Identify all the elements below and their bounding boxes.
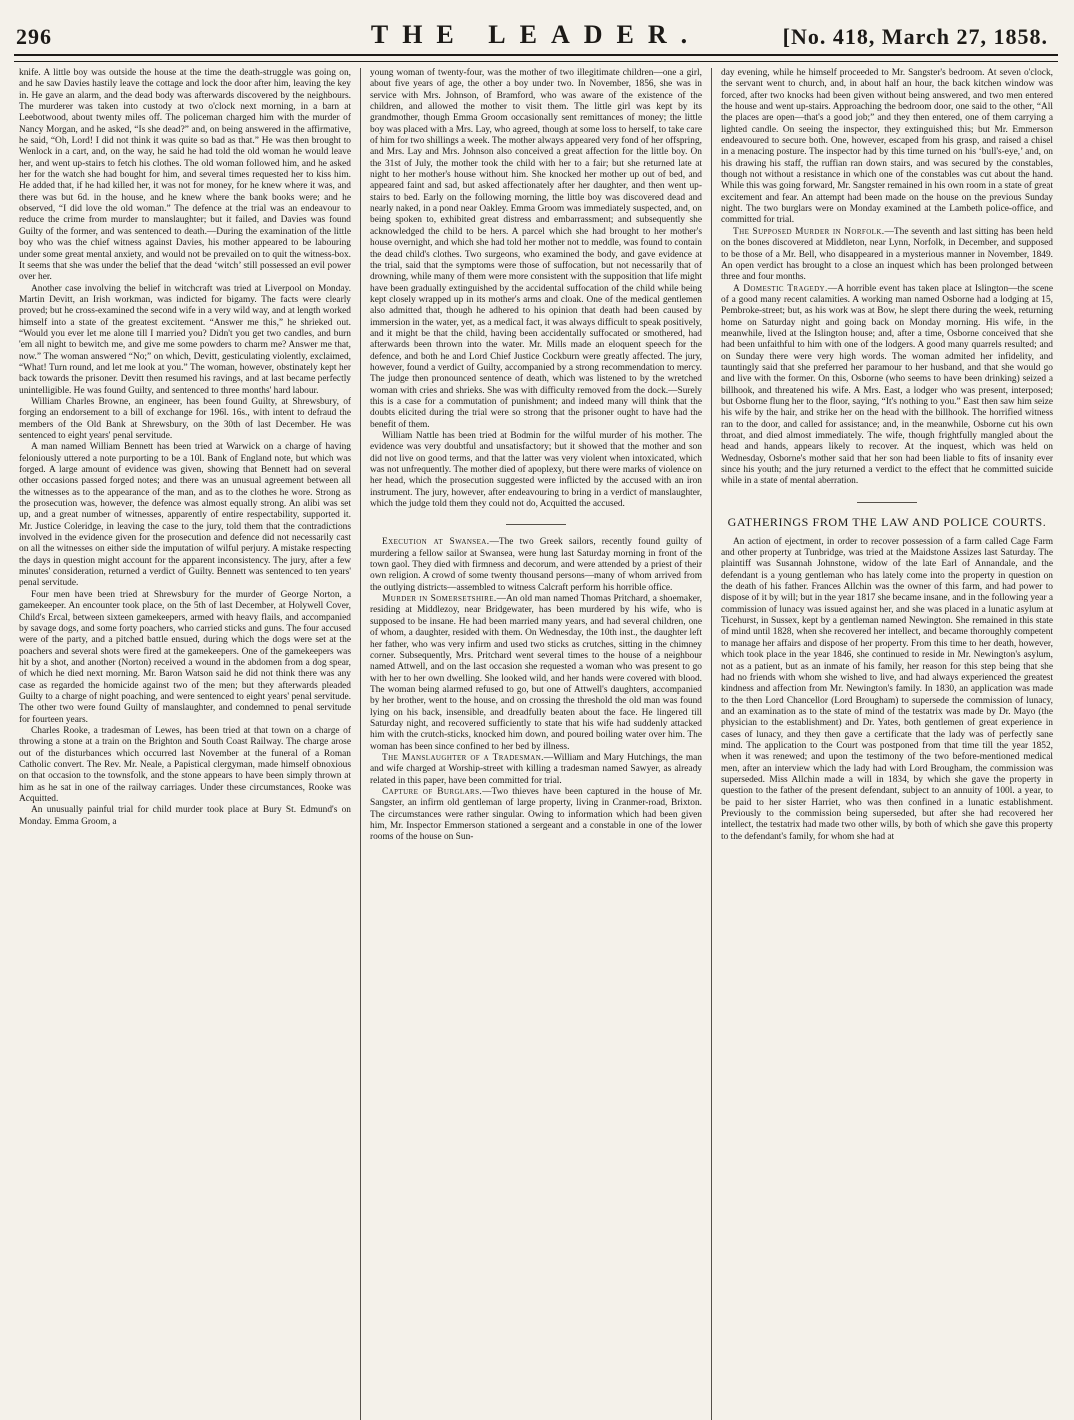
- article-paragraph: An unusually painful trial for child murder took place at Bury St. Edmund's on Monday. Emma Groom, a: [19, 805, 351, 827]
- article-paragraph: knife. A little boy was outside the house at the time the death-struggle was going on, and he saw Davies hastily leave the cottage and lock the door after him, leaving the key in. He gave an alarm, and the dead body was afterwards discovered by the neighbours. The murderer was taken into custody at two o'clock next morning, in a barn at Leebotwood, about twenty miles off. The policeman charged him with the murder of Nancy Morgan, and he asked, “Is she dead?” and, on being answered in the affirmative, he said, “Oh, Lord! I did not think it was quite so bad as that.” He was then brought to Wenlock in a cart, and, on the way, he said he had told the old woman he would leave her, and went up-stairs to fetch his clothes. The old woman followed him, and he asked her for the watch she had bought for him, and several times requested her to kiss him. He added that, if he had killed her, it was not for money, for he knew where it was, and there was but 6d. in the house, and he knew where the bank books were; and he observed, “I did love the old woman.” The defence at the trial was an endeavour to reduce the crime from murder to manslaughter; but it failed, and Davies was found Guilty of the former, and was sentenced to death.—During the examination of the little boy who was the chief witness against Davies, his mother appeared to be labouring under some great mental anxiety, and would not be prevailed on to quit the witness-box. It seems that she was under the belief that the dead ‘witch’ still possessed an evil power over her.: [19, 68, 351, 283]
- article-paragraph: The Manslaughter of a Tradesman.—William and Mary Hutchings, the man and wife charged at Worship-street with killing a tradesman named Sawyer, as already related in this paper, have been committed for trial.: [370, 752, 702, 786]
- article-paragraph: William Charles Browne, an engineer, has been found Guilty, at Shrewsbury, of forging an endorsement to a bill of exchange for 196l. 16s., with intent to defraud the members of the Old Bank at Shrewsbury, on the 30th of last December. He was sentenced to eight years' penal servitude.: [19, 396, 351, 441]
- article-paragraph: The Supposed Murder in Norfolk.—The seventh and last sitting has been held on the bones discovered at Middleton, near Lynn, Norfolk, in December, and supposed to be those of a Mr. Bell, who disappeared in a mysterious manner in November, 1849. An open verdict has brought to a close an inquest which has been prolonged between three and four months.: [721, 226, 1053, 283]
- article-heading: Execution at Swansea.: [382, 537, 490, 548]
- article-paragraph: A man named William Bennett has been tried at Warwick on a charge of having feloniously uttered a note purporting to be a 10l. Bank of England note, but which was forged. A large amount of evidence was given, showing that Bennett had on several other occasions passed forged notes; and there was an unusual agreement between all the witnesses as to the appearance of the man, and as to the clothes he wore. Strong as the prosecution was, however, the defence was almost equally strong. An alibi was set up, and a great number of witnesses, apparently of entire respectability, supported it. Mr. Justice Coleridge, in leaving the case to the jury, told them that the contradictions involved in the evidence given for the prosecution and defence did not necessarily cast on all the witnesses on either side the imputation of wilful perjury. A mistake respecting the days in question might account for the apparent inconsistency. The jury, after a few minutes' consideration, returned a verdict of Guilty. Bennett was sentenced to ten years' penal servitude.: [19, 442, 351, 589]
- article-paragraph: Execution at Swansea.—The two Greek sailors, recently found guilty of murdering a fellow sailor at Swansea, were hung last Saturday morning in front of the town gaol. They died with firmness and decorum, and were attended by a priest of their own religion. A crowd of some twenty thousand persons—many of whom arrived from the outlying districts—assembled to witness Calcraft perform his horrible office.: [370, 537, 702, 593]
- paper-title: THE LEADER.: [370, 20, 702, 49]
- masthead-rule: [14, 54, 1058, 62]
- section-divider: [506, 524, 566, 525]
- article-paragraph: William Nattle has been tried at Bodmin for the wilful murder of his mother. The evidence was very doubtful and unsatisfactory; but it showed that the mother and son did not live on good terms, and that the latter was very violent when intoxicated, which was not unfrequently. The mother died of apoplexy, but there were marks of violence on her head, which the prosecution suggested were inflicted by the accused with an iron instrument. The jury, however, after endeavouring to bring in a verdict of manslaughter, which the judge told them they could not do, Acquitted the accused.: [370, 431, 702, 510]
- article-paragraph: Capture of Burglars.—Two thieves have been captured in the house of Mr. Sangster, an infirm old gentleman of large property, living in Cranmer-road, Brixton. The circumstances were rather singular. Owing to information which had been given him, Mr. Inspector Emmerson stationed a sergeant and a constable in one of the lower rooms of the house on Sun-: [370, 786, 702, 843]
- masthead: [10, 0, 1062, 54]
- column-right: [711, 68, 1062, 1420]
- article-paragraph: Charles Rooke, a tradesman of Lewes, has been tried at that town on a charge of throwing a stone at a train on the Brighton and South Coast Railway. The charge arose out of the disturbances which occurred last November at the funeral of a Roman Catholic convert. The Rev. Mr. Neale, a Papistical clergyman, made himself obnoxious on that occasion to the townsfolk, and the stone appears to have been simply thrown at him as he sat in one of the railway carriages. Under these circumstances, Rooke was Acquitted.: [19, 725, 351, 804]
- article-paragraph: Murder in Somersetshire.—An old man named Thomas Pritchard, a shoemaker, residing at Middlezoy, near Bridgewater, has been murdered by his wife, who is supposed to be insane. He had been married many years, and had several children, one of whom, a daughter, resided with them. On Wednesday, the 10th inst., the daughter left her father, who was very infirm and used two sticks as crutches, sitting in the chimney corner. Subsequently, Mrs. Pritchard went several times to the house of a neighbour named Attwell, and on the last occasion she requested a woman who was present to go with her to her own dwelling. She looked wild, and her hands were covered with blood. The woman being alarmed refused to go, but one of Attwell's daughters, accompanied by her brother, went to the house, and on crossing the threshold the old man was found lying on his back, insensible, and dreadfully beaten about the face. He lingered till Saturday night, and recovered sufficiently to state that his wife had suddenly attacked him with the crutch-sticks, knocked him down, and poured boiling water over him. The woman has been since confined to her bed by illness.: [370, 594, 703, 752]
- article-paragraph: Four men have been tried at Shrewsbury for the murder of George Norton, a gamekeeper. An encounter took place, on the 5th of last December, at Holywell Cover, Child's Ercal, between sixteen gamekeepers, armed with heavy flails, and accompanied by savage dogs, and some forty poachers, who carried sticks and guns. The four accused were of the party, and a pitched battle ensued, during which the dogs were set at the poachers and several shots were fired at the gamekeepers. One of the gamekeepers was hit by a shot, and another (Norton) received a wound in the abdomen from a dog spear, of which he died next morning. Mr. Baron Watson said he did not think there was any case as regarded the homicide against two of the men; but they afterwards pleaded Guilty to a charge of night poaching, and were sentenced to eight years' penal servitude. The other two were found Guilty of manslaughter, and condemned to penal servitude for fourteen years.: [19, 589, 351, 725]
- page-number: 296: [16, 24, 52, 49]
- article-heading: Murder in Somersetshire.: [382, 594, 497, 605]
- section-divider: [857, 502, 917, 503]
- article-heading: Capture of Burglars.: [382, 786, 483, 797]
- issue-info: [No. 418, March 27, 1858.: [782, 24, 1048, 49]
- article-paragraph: A Domestic Tragedy.—A horrible event has taken place at Islington—the scene of a good many recent calamities. A working man named Osborne had a lodging at 15, Pembroke-street; but, as his work was at Bow, he slept there during the week, returning home on Saturday night and going back on Monday morning. His wife, in the meanwhile, lived at the Islington house; and, after a time, Osborne conceived that she had been unfaithful to him with one of the lodgers. A good many quarrels resulted; and on Sunday there were very high words. The woman admited her infidelity, and tauntingly said that she preferred her paramour to her husband, and that she would go and live with the former. On this, Osborne (who seems to have been drinking) seized a billhook, and threatened his wife. A Mrs. East, a lodger who was present, interposed; but Osborne flung her to the floor, saying, “It's nothing to you.” East then saw him seize his wife by the hair, and strike her on the head with the billhook. The horrified witness ran to the door, and called for assistance; and, in the meanwhile, Osborne cut his own throat, and died almost immediately. The wife, though frightfully mangled about the head and hands, appears likely to recover. At the inquest, which was held on Wednesday, Osborne's mother said that her son had been liable to fits of insanity ever since his youth; and the jury returned a verdict to the effect that he committed suicide while in a state of mental aberration.: [721, 283, 1053, 487]
- section-heading: GATHERINGS FROM THE LAW AND POLICE COURTS.: [727, 514, 1047, 529]
- article-heading: The Supposed Murder in Norfolk.: [733, 226, 885, 237]
- article-columns: [10, 68, 1062, 1420]
- column-middle: [360, 68, 711, 1420]
- column-left: [10, 68, 360, 1420]
- article-paragraph: An action of ejectment, in order to recover possession of a farm called Cage Farm and other property at Tunbridge, was tried at the Maidstone Assizes last Saturday. The plaintiff was Susannah Johnstone, widow of the late Earl of Annandale, and the defendant is a young gentleman who has lately come into the property in question on the death of his father. Frances Allchin was the owner of this farm, and had power to dispose of it by will; but in the year 1817 she became insane, and in the following year a commission of lunacy was issued against her, and she was placed in a lunatic asylum at Ticehurst, in Sussex, kept by a gentleman named Newington. She remained in this state of mind until 1828, when she recovered her intellect, and became thoroughly competent to manage her affairs and dispose of her property. From this time to her death, however, which took place in the year 1846, she continued to reside in Mr. Newington's asylum, not as a patient, but as an inmate of his family, her reason for this step being that she had no friends with whom she wished to live, and had always experienced the greatest kindness and affection from Mr. Newington's family. In 1830, an application was made to the then Lord Chancellor (Lord Brougham) to supersede the commission of lunacy, and an examination as to the state of mind of the testatrix was made by Dr. Mayo (the physician to the establishment) and Dr. Yates, both gentlemen of great experience in cases of lunacy, and they then gave a certificate that the lady was of perfectly sane mind. The application to the Court was postponed from that time till the year 1852, when it was renewed; and upon the testimony of the two before-mentioned medical men, after an interview which the lady had with Lord Brougham, the commission was superseded. Miss Allchin made a will in 1834, by which she gave the property in question to the father of the present defendant, subject to an annuity of 100l. a year, to be paid to her sister Harriet, who was then confined in a lunatic establishment. Previously to the commission being superseded, but after she had recovered her intellect, the testatrix had made two other wills, by both of which she gave this property to the defendant's family, for whom she had at: [721, 536, 1053, 842]
- article-paragraph: day evening, while he himself proceeded to Mr. Sangster's bedroom. At seven o'clock, the servant went to church, and, in about half an hour, the back kitchen window was forced, after two knocks had been given without being answered, and two men entered the house and went up-stairs. Approaching the bedroom door, one said to the other, “All the places are open—that's a good job;” and they then entered, one of them carrying a lighted candle. On seeing the inspector, they extinguished this; but Mr. Emmerson endeavoured to secure both. One, however, escaped from his grasp, and raised a chisel in a menacing posture. The inspector had by this time turned on his ‘bull's-eye,’ and, on his drawing his staff, the ruffian ran down stairs, and was secured by the constables, though not without a resistance in which one of the constables was cut about the hand. While this was going forward, Mr. Sangster remained in his own room in a state of great excitement and fear. An attempt had been made on the house on the previous Sunday night. The two burglars were on Monday examined at the Lambeth police-office, and committed for trial.: [721, 68, 1053, 226]
- article-heading: A Domestic Tragedy.: [733, 283, 828, 294]
- article-paragraph: young woman of twenty-four, was the mother of two illegitimate children—one a girl, about five years of age, the other a boy under two. In November, 1856, she was in service with Mrs. Johnson, of Bramford, who was aware of the existence of the children, and allowed the mother to visit them. The little girl was kept by its grandmother, though Emma Groom occasionally sent remittances of money; the little boy was placed with a Mrs. Lay, who agreed, though at some loss to herself, to take care of him for two shillings a week. The mother always appeared very fond of her offspring, and Mrs. Lay and Mrs. Johnson also conceived a great affection for the little boy. On the 31st of July, the mother took the child with her to a fair; but she returned late at night to her mother's house without him. She knocked her mother up out of bed, and appeared faint and sad, but asked affectionately after her daughter, and then went up-stairs to bed. Early on the following morning, the little boy was discovered dead and nearly naked, in a pond near Oakley. Emma Groom was immediately suspected, and, on being spoken to, exhibited great distress and embarrassment; and subsequently she acknowledged the child to be hers. A parcel which she had brought to her mother's house overnight, and which she had told her mother not to meddle, was found to contain the dead child's clothes. Two surgeons, who examined the body, and gave evidence at the trial, said that the symptoms were those of suffocation, but not necessarily that of drowning, while many of them were more consistent with the supposition that life might have been gradually extinguished by the accidental suffocation of the child while being kept closely wrapped up in its mother's arms and cloak. One of the medical gentlemen also admitted that, though he adhered to his opinion that death had been caused by immersion in the water, yet, as a medical fact, it was always difficult to speak positively, and it might be that the child, having been accidentally suffocated or smothered, had afterwards been thrown into the water. Mr. Mills made an eloquent speech for the defence, and both he and Lord Chief Justice Cockburn were greatly affected. The jury, however, found a verdict of Guilty, accompanied by a strong recommendation to mercy. The judge then pronounced sentence of death, which was listened to by the wretched woman with cries and shrieks. She was with difficulty removed from the dock.—Surely this is a case for a commutation of punishment; and indeed many will think that the doubts elicited during the trial were so strong that the prisoner ought to have had the benefit of them.: [370, 68, 702, 430]
- article-heading: The Manslaughter of a Tradesman.: [382, 752, 544, 763]
- article-paragraph: Another case involving the belief in witchcraft was tried at Liverpool on Monday. Martin Devitt, an Irish workman, was indicted for bigamy. The facts were clearly proved; but he cross-examined the second wife in a very wild way, and at length worked himself into a state of the greatest excitement. “Answer me this,” he shrieked out. “Would you ever let me alone till I married you? Didn't you get two candles, and burn 'em all night to bewitch me, and give me some powders to charm me? Answer me that, now.” The woman answered “No;” on which, Devitt, gesticulating violently, exclaimed, “What! Turn round, and let me look at you.” The woman, however, obstinately kept her back towards the prisoner. Devitt then resumed his ravings, and at last became perfectly unintelligible. He was found Guilty, and sentenced to three months' hard labour.: [19, 283, 351, 396]
